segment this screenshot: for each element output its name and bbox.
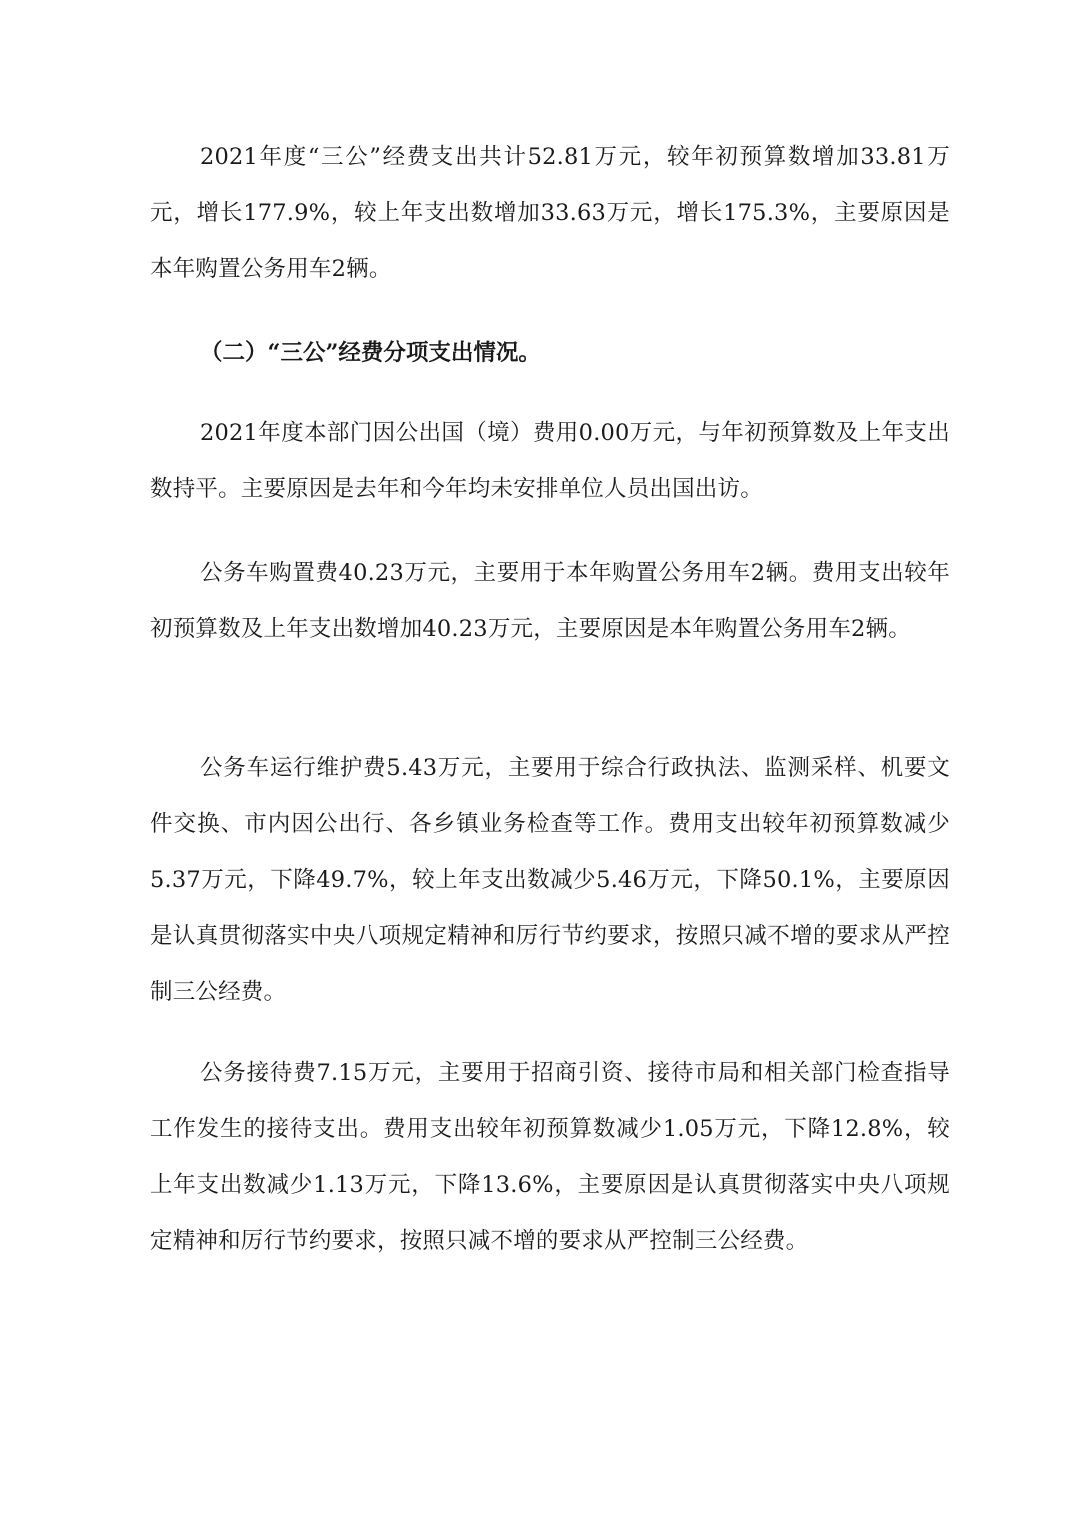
section-heading: （二）“三公”经费分项支出情况。 <box>200 340 541 366</box>
paragraph-reception-expense: 公务接待费7.15万元，主要用于招商引资、接待市局和相关部门检查指导工作发生的接待支出。费用支出较年初预算数减少1.05万元，下降12.8%，较上年支出数减少1.13万元，下降13.6%，主要原因是认真贯彻落实中央八项规定精神和厉行节约要求，按照只减不增的要求从严控制三公经费。 <box>150 1060 950 1254</box>
paragraph-abroad-expense: 2021年度本部门因公出国（境）费用0.00万元，与年初预算数及上年支出数持平。主要原因是去年和今年均未安排单位人员出国出访。 <box>150 420 950 502</box>
paragraph-vehicle-purchase: 公务车购置费40.23万元，主要用于本年购置公务用车2辆。费用支出较年初预算数及上年支出数增加40.23万元，主要原因是本年购置公务用车2辆。 <box>150 560 950 642</box>
paragraph-vehicle-maintenance: 公务车运行维护费5.43万元，主要用于综合行政执法、监测采样、机要文件交换、市内因公出行、各乡镇业务检查等工作。费用支出较年初预算数减少5.37万元，下降49.7%，较上年支出数减少5.46万元，下降50.1%，主要原因是认真贯彻落实中央八项规定精神和厉行节约要求，按照只减不增的要求从严控制三公经费。 <box>150 755 950 1005</box>
paragraph-total-expenditure: 2021年度“三公”经费支出共计52.81万元，较年初预算数增加33.81万元，增长177.9%，较上年支出数增加33.63万元，增长175.3%，主要原因是本年购置公务用车2辆。 <box>150 144 950 282</box>
